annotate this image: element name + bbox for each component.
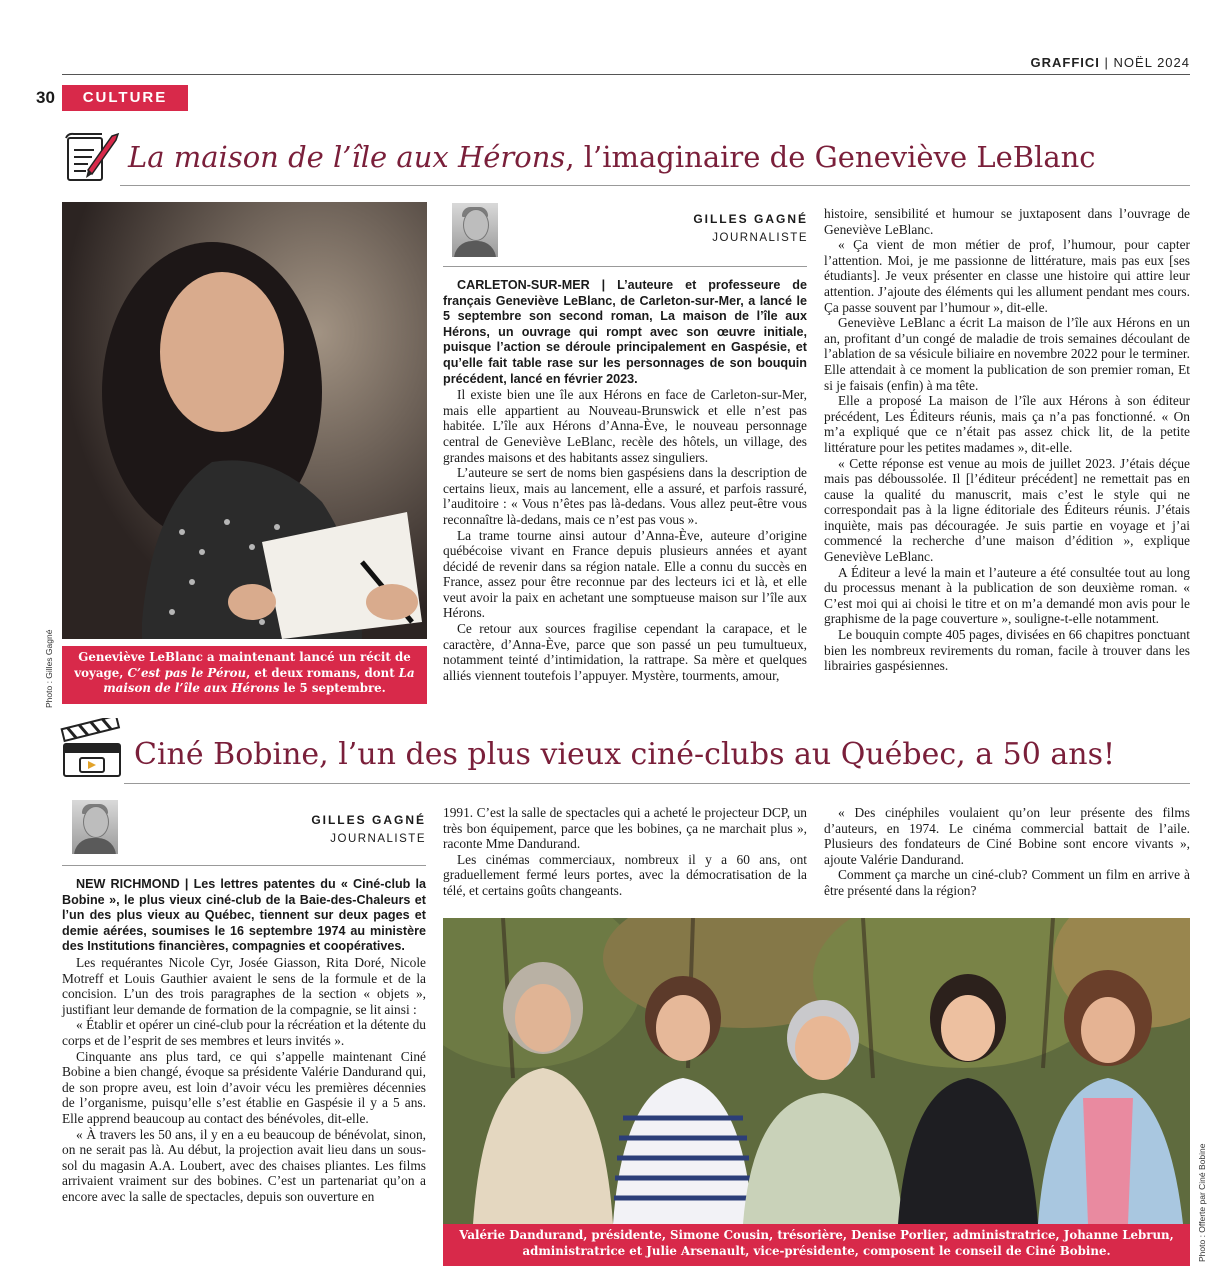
byline-rule bbox=[443, 266, 807, 267]
caption-part: le 5 septembre. bbox=[279, 681, 386, 695]
article1-headline-rest: , l’imaginaire de Geneviève LeBlanc bbox=[565, 140, 1096, 174]
quill-scroll-icon bbox=[62, 128, 120, 186]
paragraph: L’auteure se sert de noms bien gaspésiens dans la description de certains lieux, mais au lancement, elle a assuré, et parfois rassuré, l’auditoire : « Vous n’êtes pas là-dedans. Vous allez peut-être vous reconnaître là-dedans, mais ce n’est pas vous ». bbox=[443, 465, 807, 527]
paragraph: Les cinémas commerciaux, nombreux il y a 60 ans, ont graduellement fermé leurs portes, avec la démocratisation de la télé, et certains goûts changeants. bbox=[443, 851, 807, 898]
paragraph: « À travers les 50 ans, il y en a eu beaucoup de bénévolat, sinon, on ne serait pas là. Au début, la projection avait lieu dans un sous-sol du magasin A.A. Loubert, avec des chaises pliantes. Les films arrivaient vraiment sur des bobines. C’est un partenariat qu’on a encore avec la salle de spectacles, depuis son ouverture en bbox=[62, 1126, 426, 1204]
paragraph: « Établir et opérer un ciné-club pour la récréation et la détente du corps et de l’esprit de ses membres et leurs invités ». bbox=[62, 1017, 426, 1048]
paragraph: « Cette réponse est venue au mois de juillet 2023. J’étais déçue mais pas déboussolée. Il [l’éditeur précédent] ne remettait pas en cause la qualité du manuscrit, mais c’est le style qui ne correspondait pas à la ligne éditoriale des Éditeurs réunis. J’étais inquiète, mais pas découragée. Je suis partie en voyage et j’ai commencé la recherche d’une maison d’édition », explique Geneviève LeBlanc. bbox=[824, 455, 1190, 565]
caption-part: Geneviève LeBlanc a maintenant lancé un récit de voyage, bbox=[74, 650, 411, 680]
author-role: JOURNALISTE bbox=[330, 833, 426, 845]
paragraph: « Ça vient de mon métier de prof, l’humour, pour capter l’attention. Moi, je me passionne de littérature, mais pas eux [ses étudiants]. Je veux présenter en classe une histoire qui attire leur attention. J’ajoute des éléments qui les allument pendant mes cours. Ça passe souvent par l’humour », dit-elle. bbox=[824, 237, 1190, 315]
article2-lead: NEW RICHMOND | Les lettres patentes du « Ciné-club la Bobine », le plus vieux ciné-club de la Baie-des-Chaleurs et l’un des plus vieux au Québec, tiennent sur deux pages et demie aérées, soumises le 16 septembre 1974 au ministère des Institutions financières, compagnies et coopératives. bbox=[62, 877, 426, 954]
paragraph: Elle a proposé La maison de l’île aux Hérons à son éditeur précédent, Les Éditeurs réunis, mais ça n’a pas fonctionné. « On m’a expliqué que ce n’était pas assez chick lit, de la petite littérature pour les petites madames », dit-elle. bbox=[824, 393, 1190, 455]
article1-lead: CARLETON-SUR-MER | L’auteure et professeure de français Geneviève LeBlanc, de Carleton-sur-Mer, a lancé le 5 septembre son second roman, La maison de l’île aux Hérons, un ouvrage qui rompt avec son œuvre initiale, puisque l’action se déroule principalement en Gaspésie, et qu’elle fait table rase sur les personnages de son bouquin précédent, lancé en février 2023. bbox=[443, 278, 807, 386]
byline-rule bbox=[62, 865, 426, 866]
masthead-separator: | bbox=[1104, 55, 1109, 70]
article1-byline bbox=[693, 212, 808, 244]
paragraph: « Des cinéphiles voulaient qu’on leur présente des films d’auteurs, en 1974. Le cinéma commercial battait de l’aile. Plusieurs des fondateurs de Ciné Bobine sont encore vivants », ajoute Valérie Dandurand. bbox=[824, 805, 1190, 867]
article1-headline bbox=[128, 140, 1096, 174]
author-name: GILLES GAGNÉ bbox=[693, 212, 808, 226]
article1-headline-rule bbox=[120, 185, 1190, 186]
masthead bbox=[1031, 55, 1190, 70]
article2-photo-credit: Photo : Offerte par Ciné Bobine bbox=[1197, 1143, 1207, 1262]
author-avatar bbox=[72, 800, 118, 854]
article2-byline bbox=[311, 813, 426, 845]
article2-headline: Ciné Bobine, l’un des plus vieux ciné-clubs au Québec, a 50 ans! bbox=[134, 737, 1116, 772]
article2-column-1 bbox=[62, 877, 426, 1204]
film-clapper-icon bbox=[58, 718, 124, 780]
paragraph: Le bouquin compte 405 pages, divisées en 66 chapitres ponctuant bien les nombreux revirements du roman, facile à trouver dans les librairies gaspésiennes. bbox=[824, 627, 1190, 674]
caption-book-title: La maison de l’île aux Hérons bbox=[103, 665, 415, 695]
caption-part: , et deux romans, dont bbox=[246, 665, 399, 680]
publication-name: GRAFFICI bbox=[1030, 55, 1100, 70]
article1-headline-title: La maison de l’île aux Hérons bbox=[128, 140, 566, 174]
author-role: JOURNALISTE bbox=[712, 232, 808, 244]
paragraph: 1991. C’est la salle de spectacles qui a acheté le projecteur DCP, un très bon équipement, parce que les bobines, ça ne marchait plus », raconte Mme Dandurand. bbox=[443, 805, 807, 852]
paragraph: histoire, sensibilité et humour se juxtaposent dans l’ouvrage de Geneviève LeBlanc. bbox=[824, 206, 1190, 237]
caption-book-title: C’est pas le Pérou bbox=[127, 665, 247, 680]
paragraph: Cinquante ans plus tard, ce qui s’appelle maintenant Ciné Bobine a bien changé, évoque sa présidente Valérie Dandurand qui, de son propre aveu, est loin d’avoir vécu les premières décennies de l’organisme, puisqu’elle s’est établie en Gaspésie il y a 5 ans. Elle apprend beaucoup au contact des bénévoles, dit-elle. bbox=[62, 1048, 426, 1126]
paragraph: Il existe bien une île aux Hérons en face de Carleton-sur-Mer, mais elle appartient au Nouveau-Brunswick et elle n’est pas habitée. L’île aux Hérons d’Anna-Ève, le nouveau personnage central de Geneviève LeBlanc, recèle des hôtels, un village, des grandes maisons et des habitants assez singuliers. bbox=[443, 387, 807, 465]
article1-photo-credit: Photo : Gilles Gagné bbox=[44, 629, 54, 708]
paragraph: Les requérantes Nicole Cyr, Josée Giasson, Rita Doré, Nicole Motreff et Louis Gauthier avaient le sens de la formule et de la concision. L’un des trois paragraphes de la section « objets », justifiant leur demande de formation de la compagnie, se lit ainsi : bbox=[62, 954, 426, 1017]
author-avatar bbox=[452, 203, 498, 257]
article2-headline-rule bbox=[124, 783, 1190, 784]
paragraph: Ce retour aux sources fragilise cependant la carapace, et le caractère, d’Anna-Ève, parce que son passé un peu tumultueux, notamment teinté d’intimidation, la rattrape. Sa mère et quelques alliés viennent toutefois l’appuyer. Mystère, tourments, amour, bbox=[443, 621, 807, 683]
article1-photo bbox=[62, 202, 427, 639]
author-name: GILLES GAGNÉ bbox=[311, 813, 426, 827]
article2-column-2 bbox=[443, 805, 807, 899]
paragraph: Geneviève LeBlanc a écrit La maison de l’île aux Hérons en un an, profitant d’un congé de maladie de trois semaines découlant de l’ablation de sa vésicule biliaire en novembre 2022 pour le terminer. Elle attendait à ce moment la publication de son premier roman, Et si je faisais (enfin) à ma tête. bbox=[824, 315, 1190, 393]
article1-column-1 bbox=[443, 278, 807, 683]
paragraph: La trame tourne ainsi autour d’Anna-Ève, auteure d’origine québécoise vivant en France depuis plusieurs années et ayant décidé de revenir dans sa région natale. Elle a connu du succès en France, assez pour être reconnue par des lecteurs ici et là, et elle veut avoir la paix en achetant une somptueuse maison sur l’île aux Hérons. bbox=[443, 527, 807, 621]
article2-column-3 bbox=[824, 805, 1190, 899]
article2-group-photo bbox=[443, 918, 1190, 1224]
section-badge: CULTURE bbox=[62, 85, 188, 111]
article2-photo-caption: Valérie Dandurand, présidente, Simone Cousin, trésorière, Denise Porlier, administratrice, Johanne Lebrun, administratrice et Julie Arsenault, vice-présidente, composent le conseil de Ciné Bobine. bbox=[443, 1224, 1190, 1266]
page-number: 30 bbox=[36, 88, 55, 107]
issue-name: NOËL 2024 bbox=[1113, 55, 1190, 70]
article1-column-2 bbox=[824, 206, 1190, 674]
paragraph: A Éditeur a levé la main et l’auteure a été consultée tout au long du processus menant à la publication de son deuxième roman. « C’est moi qui ai choisi le titre et on m’a demandé mon avis pour le graphisme de la page couverture », souligne-t-elle notamment. bbox=[824, 564, 1190, 627]
header-rule bbox=[62, 74, 1190, 75]
article1-photo-caption bbox=[62, 646, 427, 704]
paragraph: Comment ça marche un ciné-club? Comment un film en arrive à être présenté dans la région? bbox=[824, 867, 1190, 898]
